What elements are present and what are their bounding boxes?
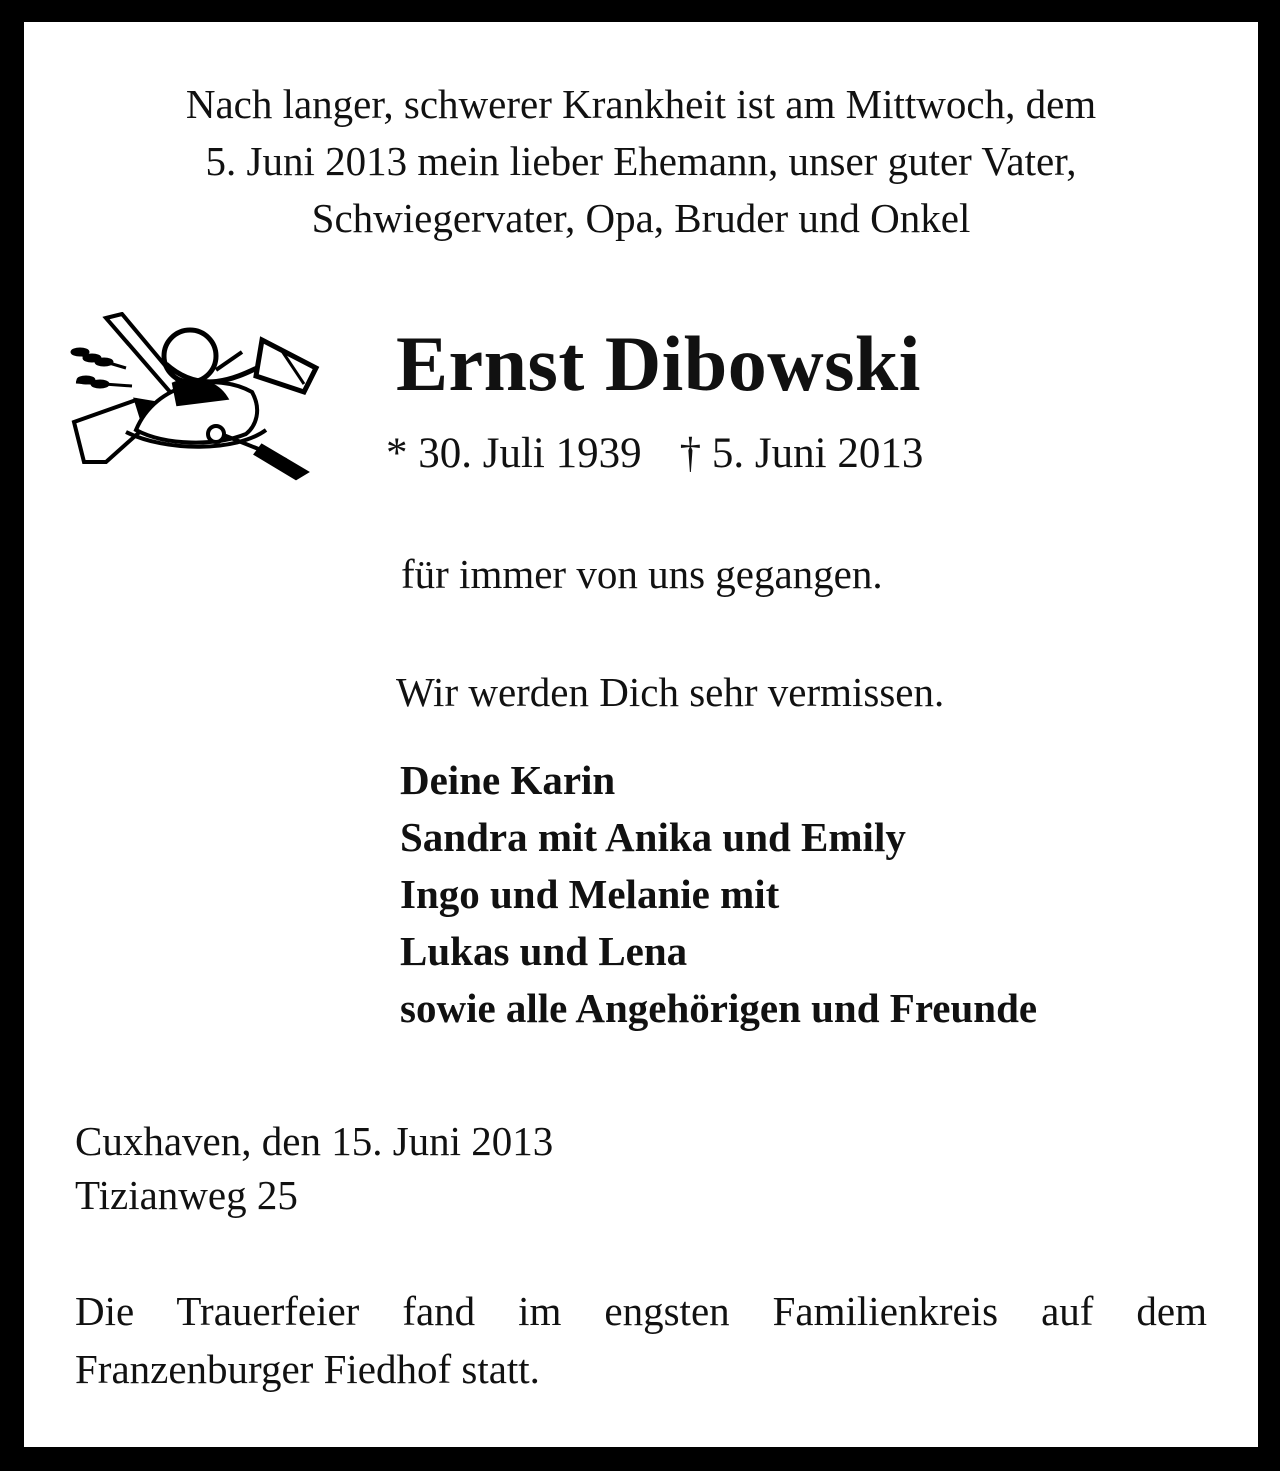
death-date: † 5. Juni 2013 xyxy=(679,430,924,477)
place-and-address xyxy=(75,1114,553,1222)
family-signatures xyxy=(400,752,1037,1037)
place-date-line: Cuxhaven, den 15. Juni 2013 xyxy=(75,1118,554,1164)
family-line: Ingo und Melanie mit xyxy=(400,871,780,917)
birth-date: * 30. Juli 1939 xyxy=(386,430,642,477)
funeral-notice xyxy=(75,1282,1207,1398)
wheat-shape xyxy=(72,349,132,387)
intro-line-2: 5. Juni 2013 mein lieber Ehemann, unser guter Vater, xyxy=(205,138,1077,184)
intro-line-3: Schwiegervater, Opa, Bruder und Onkel xyxy=(311,195,971,241)
deceased-name: Ernst Dibowski xyxy=(396,320,921,407)
address-line: Tizianweg 25 xyxy=(75,1172,298,1218)
family-line: Lukas und Lena xyxy=(400,928,688,974)
passed-away-text: für immer von uns gegangen. xyxy=(401,551,883,597)
hunting-emblem-icon xyxy=(66,312,330,482)
family-line: Deine Karin xyxy=(400,757,616,803)
funeral-line-2: Franzenburger Fiedhof statt. xyxy=(75,1346,540,1392)
family-line: Sandra mit Anika und Emily xyxy=(400,814,906,860)
family-line: sowie alle Angehörigen und Freunde xyxy=(400,985,1038,1031)
intro-line-1: Nach langer, schwerer Krankheit ist am Mittwoch, dem xyxy=(185,81,1097,127)
life-dates xyxy=(386,428,923,480)
missing-you-text: Wir werden Dich sehr vermissen. xyxy=(396,669,945,715)
funeral-line-1: Die Trauerfeier fand im engsten Familienkreis auf dem xyxy=(75,1288,1207,1334)
intro-text xyxy=(24,76,1258,247)
